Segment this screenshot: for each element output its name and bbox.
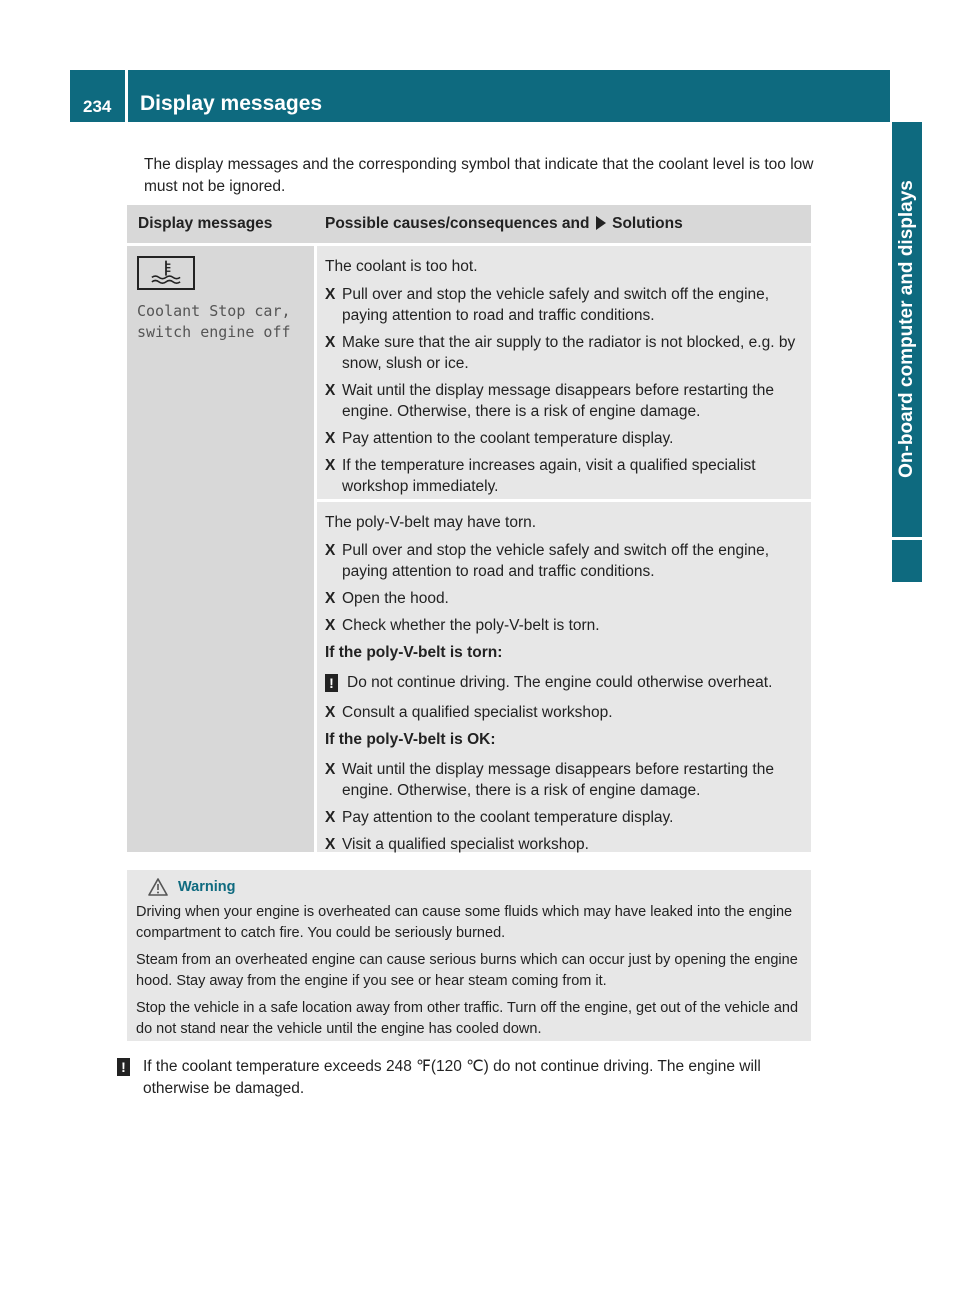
step-marker: X xyxy=(325,617,336,634)
column-header-solutions-text: Solutions xyxy=(612,215,683,232)
page-number: 234 xyxy=(70,70,125,122)
step-marker: X xyxy=(325,334,336,351)
warning-triangle-icon xyxy=(148,878,168,896)
warning-title: Warning xyxy=(178,879,236,895)
play-arrow-icon xyxy=(596,216,606,230)
step-item: X Pay attention to the coolant temperature display. xyxy=(325,430,674,447)
step-item: X Consult a qualified specialist workshop. xyxy=(325,704,613,721)
step-marker: X xyxy=(325,286,336,303)
step-item: X If the temperature increases again, visit a qualified specialist workshop immediately. xyxy=(325,457,756,495)
step-item: X Visit a qualified specialist workshop. xyxy=(325,836,589,853)
step-marker: X xyxy=(325,590,336,607)
step-item: X Wait until the display message disappears before restarting the engine. Otherwise, there is a risk of engine damage. xyxy=(325,382,774,420)
warning-paragraph: Stop the vehicle in a safe location away from other traffic. Turn off the engine, get out of the vehicle and do not stand near the vehicle until the engine has cooled down. xyxy=(136,1000,799,1037)
step-item: X Pull over and stop the vehicle safely and switch off the engine, paying attention to road and traffic conditions. xyxy=(325,542,770,580)
step-item: X Pay attention to the coolant temperature display. xyxy=(325,809,674,826)
table-body xyxy=(127,246,811,852)
column-header-display-messages: Display messages xyxy=(138,215,273,232)
step-marker: X xyxy=(325,809,336,826)
step-item: X Check whether the poly-V-belt is torn. xyxy=(325,617,600,634)
solutions-column xyxy=(317,246,811,852)
condition-ok-label: If the poly-V-belt is OK: xyxy=(325,731,496,748)
column-header-causes-text: Possible causes/consequences and xyxy=(325,215,590,232)
warning-header xyxy=(148,878,803,896)
side-tab-marker xyxy=(892,540,922,582)
step-marker: X xyxy=(325,457,336,474)
warning-paragraph: Driving when your engine is overheated can cause some fluids which may have leaked into the engine compartment to catch fire. You could be seriously burned. xyxy=(136,904,793,941)
warning-box xyxy=(127,870,811,1041)
cause-coolant-too-hot xyxy=(317,246,811,499)
cause-title: The poly-V-belt may have torn. xyxy=(325,514,537,531)
step-marker: X xyxy=(325,542,336,559)
cause-poly-v-belt xyxy=(317,502,811,852)
step-item: X Open the hood. xyxy=(325,590,449,607)
intro-text: The display messages and the corresponding symbol that indicate that the coolant level is too low must not be ignored. xyxy=(144,156,814,195)
step-item: X Make sure that the air supply to the radiator is not blocked, e.g. by snow, slush or ice. xyxy=(325,334,796,372)
step-item: X Pull over and stop the vehicle safely and switch off the engine, paying attention to road and traffic conditions. xyxy=(325,286,770,324)
display-message-line-2: switch engine off xyxy=(137,323,291,341)
display-messages-table xyxy=(127,205,811,852)
display-message-line-1: Coolant Stop car, xyxy=(137,302,291,320)
section-title: Display messages xyxy=(128,70,890,122)
condition-torn-label: If the poly-V-belt is torn: xyxy=(325,644,503,661)
notice-item: ! Do not continue driving. The engine could otherwise overheat. xyxy=(325,672,803,693)
step-marker: X xyxy=(325,761,336,778)
step-marker: X xyxy=(325,382,336,399)
table-header-row xyxy=(127,205,811,243)
page-header xyxy=(70,70,890,122)
side-tab-label-wrap xyxy=(892,122,922,537)
step-item: X Wait until the display message disappears before restarting the engine. Otherwise, there is a risk of engine damage. xyxy=(325,761,774,799)
display-message-cell xyxy=(127,246,314,852)
step-marker: X xyxy=(325,836,336,853)
column-header-causes xyxy=(314,205,811,243)
notice-text: If the coolant temperature exceeds 248 ℉(120 ℃) do not continue driving. The engine will otherwise be damaged. xyxy=(143,1058,761,1097)
notice-icon: ! xyxy=(325,674,338,692)
coolant-temperature-icon xyxy=(137,256,195,290)
step-marker: X xyxy=(325,430,336,447)
side-tab-label: On-board computer and displays xyxy=(896,180,917,478)
coolant-temperature-notice xyxy=(117,1056,814,1100)
cause-title: The coolant is too hot. xyxy=(325,258,478,275)
step-marker: X xyxy=(325,704,336,721)
warning-paragraph: Steam from an overheated engine can cause serious burns which can occur just by opening the engine hood. Stay away from the engine if you see or hear steam coming from it. xyxy=(136,952,798,989)
notice-icon: ! xyxy=(117,1058,130,1076)
